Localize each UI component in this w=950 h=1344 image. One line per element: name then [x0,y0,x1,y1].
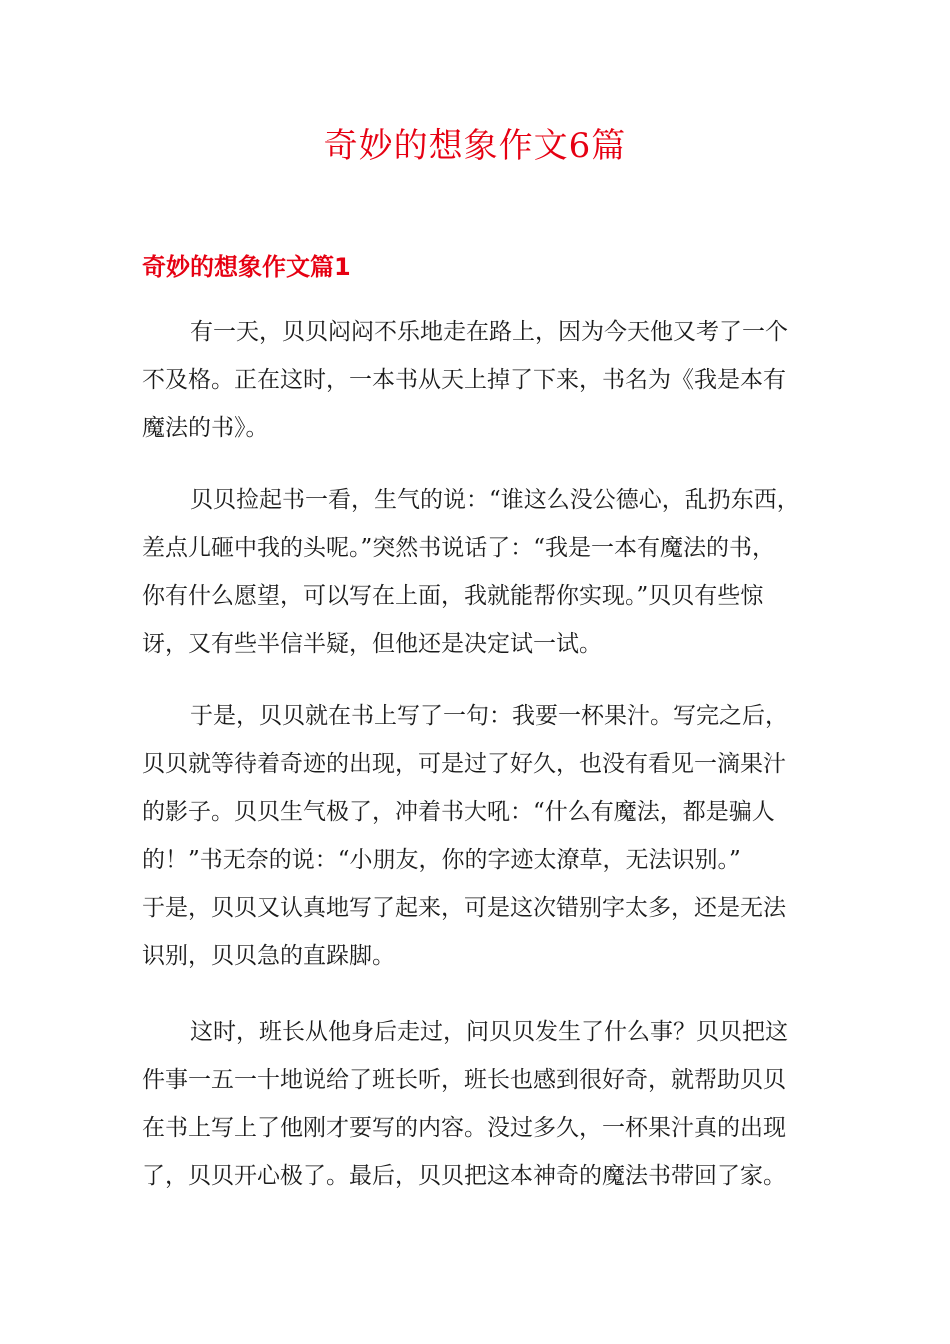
paragraph-line: 在书上写上了他刚才要写的内容。没过多久，一杯果汁真的出现 [142,1115,786,1141]
paragraph-line: 你有什么愿望，可以写在上面，我就能帮你实现。”贝贝有些惊 [142,583,764,609]
paragraph-line: 差点儿砸中我的头呢。”突然书说话了：“我是一本有魔法的书， [142,535,776,561]
paragraph-line: 魔法的书》。 [142,415,269,441]
paragraph-line: 有一天，贝贝闷闷不乐地走在路上，因为今天他又考了一个 [190,319,788,345]
paragraph-line: 这时，班长从他身后走过，问贝贝发生了什么事？贝贝把这 [190,1019,788,1045]
paragraph-line: 于是，贝贝就在书上写了一句：我要一杯果汁。写完之后， [190,703,788,729]
paragraph-line: 讶，又有些半信半疑，但他还是决定试一试。 [142,631,602,657]
document-title: 奇妙的想象作文6篇 [323,126,627,166]
paragraph-line: 的！”书无奈的说：“小朋友，你的字迹太潦草，无法识别。” [142,847,741,873]
paragraph-line: 不及格。正在这时，一本书从天上掉了下来，书名为《我是本有 [142,367,786,393]
paragraph-line: 识别，贝贝急的直跺脚。 [142,943,395,969]
paragraph-line: 的影子。贝贝生气极了，冲着书大吼：“什么有魔法，都是骗人 [142,799,775,825]
paragraph-line: 贝贝捡起书一看，生气的说：“谁这么没公德心，乱扔东西， [190,487,800,513]
paragraph-line: 贝贝就等待着奇迹的出现，可是过了好久，也没有看见一滴果汁 [142,751,786,777]
paragraph-line: 于是，贝贝又认真地写了起来，可是这次错别字太多，还是无法 [142,895,786,921]
paragraph-2 [142,476,822,668]
paragraph-1 [142,308,822,452]
section-heading: 奇妙的想象作文篇1 [142,253,351,281]
paragraph-line: 件事一五一十地说给了班长听，班长也感到很好奇，就帮助贝贝 [142,1067,786,1093]
paragraph-3 [142,692,822,980]
paragraph-line: 了，贝贝开心极了。最后，贝贝把这本神奇的魔法书带回了家。 [142,1163,786,1189]
paragraph-4 [142,1008,822,1200]
